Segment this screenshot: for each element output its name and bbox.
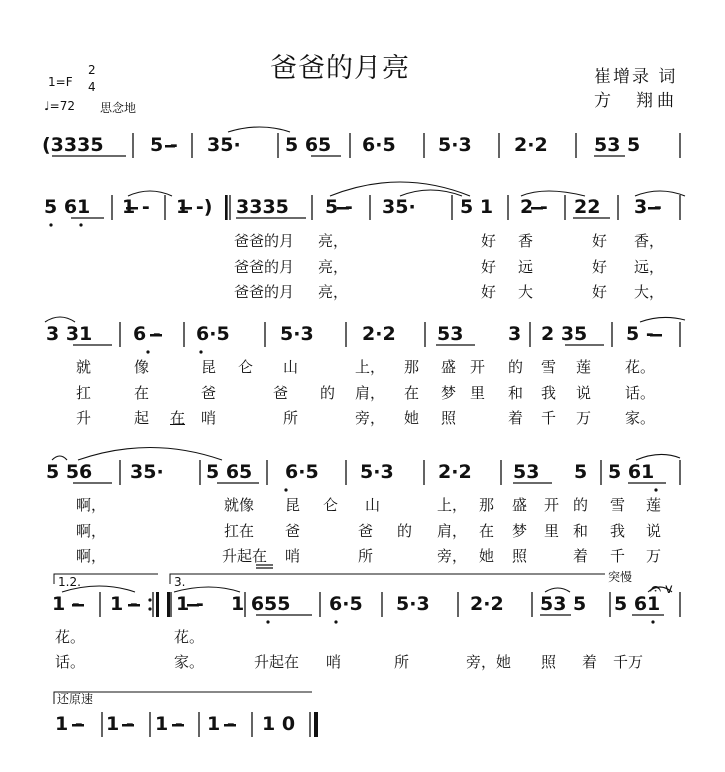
lyric: 扛 bbox=[76, 384, 92, 402]
lyric: 着 bbox=[508, 409, 524, 427]
measure-2-3: 1 -) bbox=[176, 196, 213, 218]
lyric: 好 bbox=[592, 258, 608, 276]
lyric: 大， bbox=[634, 283, 665, 301]
lyric: 里 bbox=[470, 384, 486, 402]
measure-4-6: 2·2 bbox=[438, 461, 472, 483]
lyric: 照 bbox=[541, 653, 557, 671]
measure-1-1: (3335 bbox=[42, 134, 104, 156]
measure-4-9: 5 61 bbox=[608, 461, 655, 483]
composer-credit: 方 翔曲 bbox=[594, 91, 678, 111]
measure-2-9: 22 bbox=[574, 196, 601, 218]
measure-4-3: 5 65 bbox=[206, 461, 253, 483]
measure-1-8: 53 5 bbox=[594, 134, 641, 156]
volta-1-2: 1.2. bbox=[58, 575, 81, 589]
lyric: 话。 bbox=[55, 653, 86, 671]
lyric: 着 bbox=[582, 653, 598, 671]
lyric: 爸爸的月 bbox=[234, 283, 295, 301]
lyric: 远， bbox=[634, 258, 665, 276]
lyric: 莲 bbox=[646, 496, 662, 514]
lyric: 梦 bbox=[512, 522, 528, 540]
lyric: 昆 bbox=[285, 496, 301, 514]
lyric: 里 bbox=[544, 522, 560, 540]
lyric: 照 bbox=[512, 547, 528, 565]
measure-3-8: 2 35 bbox=[541, 323, 588, 345]
lyric: 盛 bbox=[512, 496, 528, 514]
lyric: 哨 bbox=[201, 409, 217, 427]
lyric: 扛在 bbox=[224, 522, 255, 540]
lyric: 亮， bbox=[318, 258, 349, 276]
tempo-restore-mark: 还原速 bbox=[57, 692, 94, 706]
lyric: 开 bbox=[544, 496, 560, 514]
lyric: 爸爸的月 bbox=[234, 232, 295, 250]
lyric: 上， bbox=[437, 496, 468, 514]
lyric: 肩， bbox=[355, 384, 386, 402]
measure-2-4: 3335 bbox=[236, 196, 289, 218]
lyric: 万 bbox=[646, 547, 662, 565]
lyric: 好 bbox=[592, 232, 608, 250]
lyric: 和 bbox=[508, 384, 524, 402]
lyric: 升起在 bbox=[222, 547, 268, 565]
lyric: 的 bbox=[320, 384, 336, 402]
lyric: 香 bbox=[518, 232, 534, 250]
measure-5-3: 1 - bbox=[176, 593, 204, 615]
measure-1-3: 35· bbox=[207, 134, 241, 156]
lyric: 开 bbox=[470, 358, 486, 376]
lyric: 就像 bbox=[224, 496, 255, 514]
lyric: 的 bbox=[397, 522, 413, 540]
measure-5-1: 1 - bbox=[52, 593, 80, 615]
lyric: 爸爸的月 bbox=[234, 258, 295, 276]
measure-5-2: 1 - bbox=[110, 593, 138, 615]
lyric: 爸 bbox=[273, 384, 289, 402]
lyric: 花。 bbox=[625, 358, 656, 376]
lyric: 说 bbox=[576, 384, 592, 402]
measure-3-9: 5 - bbox=[626, 323, 654, 345]
measure-1-2: 5 - bbox=[150, 134, 178, 156]
measure-6-1: 1 - bbox=[55, 713, 83, 735]
lyric: 我 bbox=[541, 384, 557, 402]
lyric: 像 bbox=[134, 358, 150, 376]
lyric: 家。 bbox=[625, 409, 656, 427]
measure-3-6: 53 bbox=[437, 323, 464, 345]
key-signature: 1=F bbox=[48, 75, 73, 89]
tempo-mark: ♩=72 bbox=[44, 99, 75, 113]
lyric: 着 bbox=[573, 547, 589, 565]
measure-2-7: 5 1 bbox=[460, 196, 494, 218]
volta-3: 3. bbox=[174, 575, 186, 589]
lyric: 万 bbox=[576, 409, 592, 427]
lyric: 千 bbox=[610, 547, 626, 565]
lyric: 那 bbox=[404, 358, 420, 376]
measure-2-10: 3 - bbox=[634, 196, 662, 218]
lyric: 哨 bbox=[326, 653, 342, 671]
measure-5-5: 6·5 bbox=[329, 593, 363, 615]
lyric: 仑 bbox=[323, 496, 339, 514]
lyric: 说 bbox=[646, 522, 662, 540]
lyric: 升 bbox=[76, 409, 92, 427]
measure-3-1: 3 31 bbox=[46, 323, 93, 345]
measure-6-4: 1 - bbox=[207, 713, 235, 735]
lyric: 她 bbox=[479, 547, 495, 565]
fermata-icon: 𝄐 bbox=[650, 576, 662, 600]
lyric: 香， bbox=[634, 232, 665, 250]
lyric: 千 bbox=[541, 409, 557, 427]
measure-6-2: 1 - bbox=[106, 713, 134, 735]
lyric: 雪 bbox=[610, 496, 626, 514]
measure-2-8: 2 - bbox=[520, 196, 548, 218]
lyric: 啊， bbox=[76, 496, 107, 514]
lyric: 旁， bbox=[355, 409, 386, 427]
measure-2-5: 5 - bbox=[325, 196, 353, 218]
measure-2-1: 5 61 bbox=[44, 196, 91, 218]
lyric: 所 bbox=[358, 547, 374, 565]
lyric: 哨 bbox=[285, 547, 301, 565]
measure-3-4: 5·3 bbox=[280, 323, 314, 345]
measure-5-6: 5·3 bbox=[396, 593, 430, 615]
lyric: 好 bbox=[592, 283, 608, 301]
lyric: 莲 bbox=[576, 358, 592, 376]
lyric: 话。 bbox=[625, 384, 656, 402]
lyric: 仑 bbox=[238, 358, 254, 376]
measure-2-6: 35· bbox=[382, 196, 416, 218]
measure-4-7: 53 bbox=[513, 461, 540, 483]
lyric: 好 bbox=[481, 258, 497, 276]
measure-3-5: 2·2 bbox=[362, 323, 396, 345]
measure-4-5: 5·3 bbox=[360, 461, 394, 483]
lyric: 所 bbox=[283, 409, 299, 427]
measure-3-7: 3 bbox=[508, 323, 522, 345]
measure-1-6: 5·3 bbox=[438, 134, 472, 156]
lyric: 在 bbox=[170, 409, 186, 427]
lyric: 升起在 bbox=[254, 653, 300, 671]
time-sig-bottom: 4 bbox=[88, 80, 96, 94]
lyric: 爸 bbox=[285, 522, 301, 540]
measure-6-3: 1 - bbox=[155, 713, 183, 735]
measure-3-2: 6 - bbox=[133, 323, 161, 345]
lyric: 啊， bbox=[76, 547, 107, 565]
lyricist-credit: 崔增录 词 bbox=[594, 67, 678, 87]
measure-5-7: 2·2 bbox=[470, 593, 504, 615]
lyric: 的 bbox=[508, 358, 524, 376]
lyric: 亮， bbox=[318, 232, 349, 250]
lyric: 的 bbox=[573, 496, 589, 514]
lyric: 和 bbox=[573, 522, 589, 540]
lyric: 山 bbox=[283, 358, 299, 376]
lyric: 在 bbox=[404, 384, 420, 402]
lyric: 大 bbox=[518, 283, 534, 301]
measure-6-5: 1 0 bbox=[262, 713, 296, 735]
lyric: 在 bbox=[134, 384, 150, 402]
measure-4-1: 5 56 bbox=[46, 461, 93, 483]
lyric: 花。 bbox=[174, 628, 205, 646]
lyric: 远 bbox=[518, 258, 534, 276]
measure-2-2: 1 - bbox=[122, 196, 150, 218]
measure-3-3: 6·5 bbox=[196, 323, 230, 345]
lyric: 旁， bbox=[437, 547, 468, 565]
lyric: 雪 bbox=[541, 358, 557, 376]
measure-5-4: 1 655 bbox=[231, 593, 291, 615]
lyric: 好 bbox=[481, 283, 497, 301]
lyric: 亮， bbox=[318, 283, 349, 301]
lyric: 花。 bbox=[55, 628, 86, 646]
measure-1-5: 6·5 bbox=[362, 134, 396, 156]
expression-mark: 思念地 bbox=[100, 101, 137, 115]
measure-1-4: 5 65 bbox=[285, 134, 332, 156]
lyric: 家。 bbox=[174, 653, 205, 671]
song-title: 爸爸的月亮 bbox=[270, 53, 410, 84]
lyric: 好 bbox=[481, 232, 497, 250]
lyric: 山 bbox=[365, 496, 381, 514]
measure-5-9: 5 61 bbox=[614, 593, 661, 615]
lyric: 梦 bbox=[441, 384, 457, 402]
measure-5-8: 53 5 bbox=[540, 593, 587, 615]
tempo-change-mark: 突慢 bbox=[608, 570, 633, 584]
lyric: 我 bbox=[610, 522, 626, 540]
lyric: 千万 bbox=[613, 653, 644, 671]
lyric: 爸 bbox=[201, 384, 217, 402]
lyric: 起 bbox=[134, 409, 150, 427]
measure-4-4: 6·5 bbox=[285, 461, 319, 483]
lyric: 所 bbox=[394, 653, 410, 671]
lyric: 在 bbox=[479, 522, 495, 540]
lyric: 盛 bbox=[441, 358, 457, 376]
lyric: 她 bbox=[404, 409, 420, 427]
time-sig-top: 2 bbox=[88, 63, 96, 77]
lyric: 照 bbox=[441, 409, 457, 427]
lyric: 昆 bbox=[201, 358, 217, 376]
breath-mark-icon: v bbox=[665, 582, 673, 597]
measure-1-7: 2·2 bbox=[514, 134, 548, 156]
lyric: 旁，她 bbox=[466, 653, 512, 671]
lyric: 啊， bbox=[76, 522, 107, 540]
lyric: 就 bbox=[76, 358, 92, 376]
measure-4-8: 5 bbox=[574, 461, 588, 483]
lyric: 上， bbox=[355, 358, 386, 376]
lyric: 那 bbox=[479, 496, 495, 514]
lyric: 肩， bbox=[437, 522, 468, 540]
lyric: 爸 bbox=[358, 522, 374, 540]
measure-4-2: 35· bbox=[130, 461, 164, 483]
